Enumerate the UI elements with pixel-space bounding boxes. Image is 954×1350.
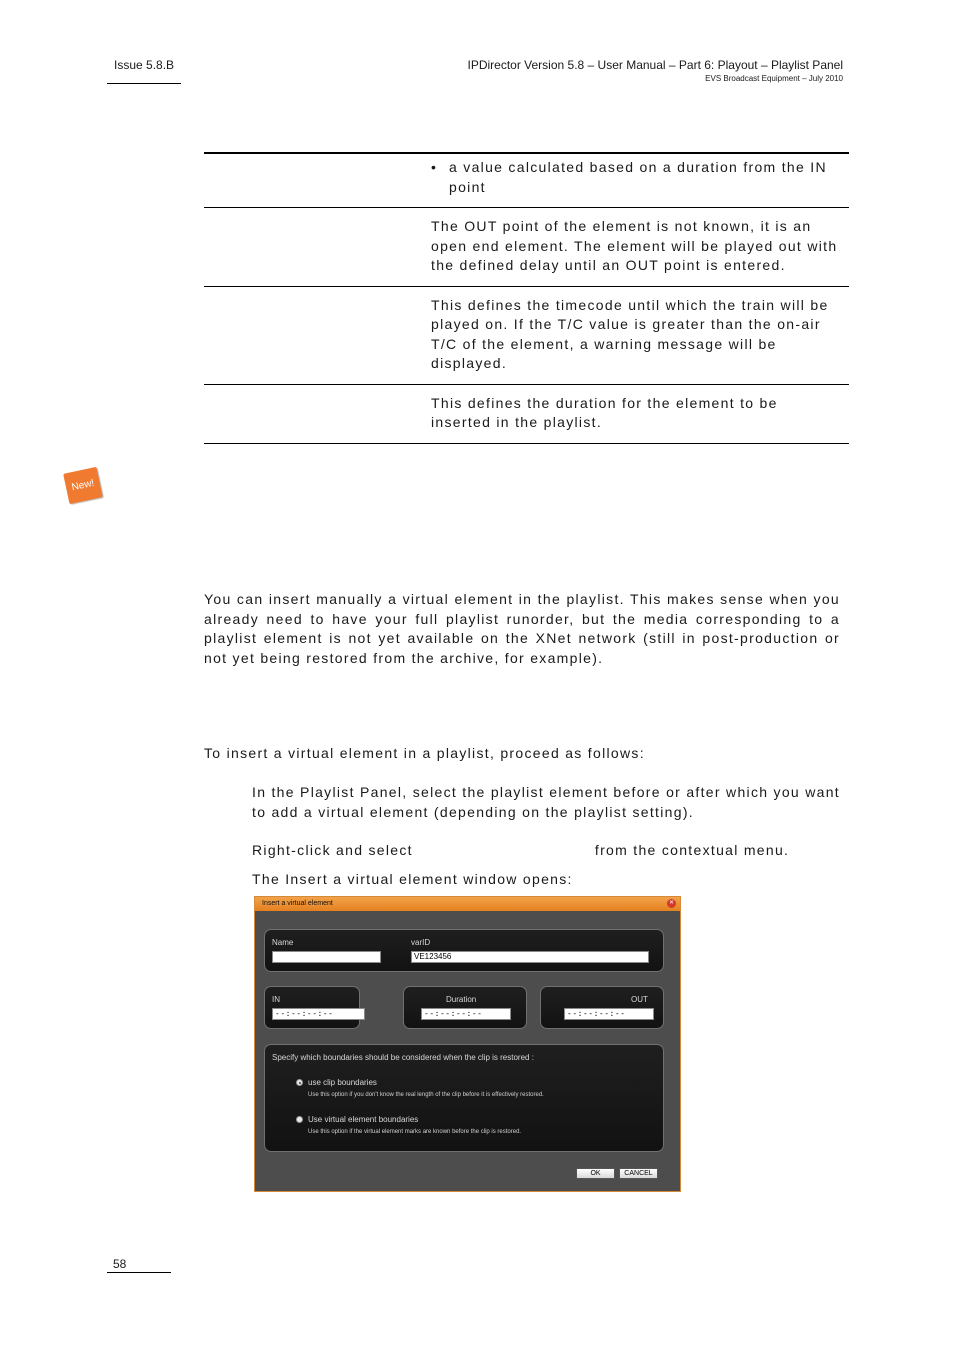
name-panel <box>264 929 664 972</box>
varid-label: varID <box>411 938 431 947</box>
footer-rule <box>107 1272 171 1273</box>
use-virtual-element-boundaries-radio[interactable] <box>296 1116 303 1123</box>
in-timecode-input[interactable]: --:--:--:-- <box>272 1008 365 1020</box>
dialog-title: Insert a virtual element <box>262 900 333 907</box>
header-rule <box>107 83 181 84</box>
step-1: In the Playlist Panel, select the playlist element before or after which you want to add a virtual element (depending on the playlist setting). <box>252 784 840 820</box>
varid-input[interactable]: VE123456 <box>411 951 649 963</box>
out-label: OUT <box>631 995 648 1004</box>
in-label: IN <box>272 995 280 1004</box>
use-clip-boundaries-radio[interactable] <box>296 1079 303 1086</box>
duration-panel <box>403 986 527 1029</box>
table-cell-text: • a value calculated based on a duration from the IN point <box>431 158 841 197</box>
new-feature-badge: New! <box>63 467 103 504</box>
ok-button[interactable]: OK <box>576 1168 615 1179</box>
procedure-intro: To insert a virtual element in a playlist, proceed as follows: <box>204 745 645 761</box>
option2-label[interactable]: Use virtual element boundaries <box>308 1115 419 1124</box>
step-2-text-b: from the contextual menu. <box>594 842 790 858</box>
in-panel <box>264 986 360 1029</box>
field-description-table <box>204 152 849 444</box>
step-3: The Insert a virtual element window opens: <box>252 871 573 887</box>
out-panel <box>540 986 664 1029</box>
cancel-button[interactable]: CANCEL <box>619 1168 658 1179</box>
name-label: Name <box>272 938 294 947</box>
document-header <box>467 58 843 83</box>
option1-label[interactable]: use clip boundaries <box>308 1078 377 1087</box>
table-cell-text: This defines the timecode until which the train will be played on. If the T/C value is greater than the on-air T/C of the element, a warning message will be displayed. <box>431 296 829 371</box>
table-cell-text: This defines the duration for the element to be inserted in the playlist. <box>431 394 778 430</box>
table-row <box>204 287 849 385</box>
table-cell-text: The OUT point of the element is not known, it is an open end element. The element will be played out with the defined delay until an OUT point is entered. <box>431 218 838 273</box>
dialog-title-bar <box>255 897 680 911</box>
table-row <box>204 385 849 444</box>
page-number: 58 <box>113 1257 127 1271</box>
table-row <box>204 208 849 287</box>
document-title: IPDirector Version 5.8 – User Manual – Part 6: Playout – Playlist Panel <box>467 58 843 72</box>
close-icon[interactable]: ✕ <box>668 900 675 906</box>
boundaries-panel <box>264 1044 664 1152</box>
issue-label: Issue 5.8.B <box>114 58 175 72</box>
duration-label: Duration <box>446 995 477 1004</box>
option1-description: Use this option if you don't know the real length of the clip before it is effectively restored. <box>308 1092 544 1098</box>
name-input[interactable] <box>272 951 381 963</box>
table-row <box>204 154 849 208</box>
option2-description: Use this option if the virtual element marks are known before the clip is restored. <box>308 1129 522 1135</box>
step-2-text-a: Right-click and select <box>252 842 413 858</box>
document-subtitle: EVS Broadcast Equipment – July 2010 <box>705 74 843 83</box>
insert-virtual-element-dialog <box>254 896 681 1192</box>
intro-paragraph: You can insert manually a virtual element in the playlist. This makes sense when you already need to have your full playlist runorder, but the media corresponding to a playlist element is not yet available on the XNet network (still in post-production or not yet being restored from the archive, for example). <box>204 591 840 666</box>
out-timecode-input[interactable]: --:--:--:-- <box>564 1008 654 1020</box>
duration-timecode-input[interactable]: --:--:--:-- <box>421 1008 511 1020</box>
step-2 <box>252 841 840 861</box>
boundaries-prompt: Specify which boundaries should be considered when the clip is restored : <box>272 1053 534 1062</box>
